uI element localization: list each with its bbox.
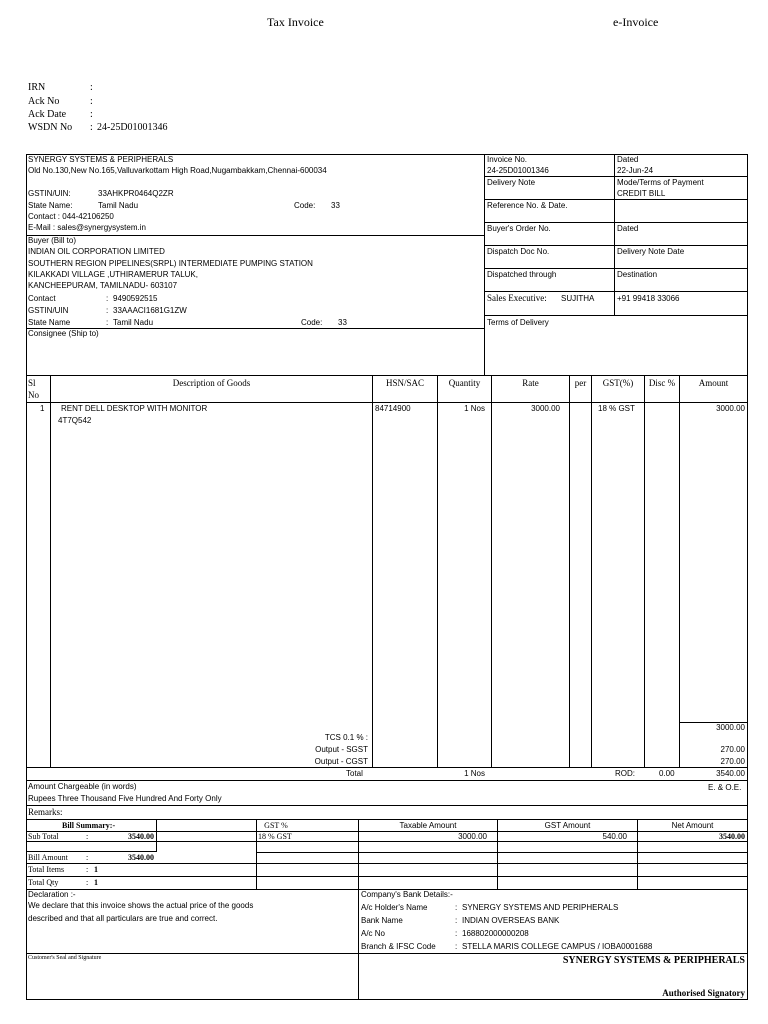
einvoice-label: e-Invoice [613, 15, 659, 29]
outer-right [747, 154, 748, 1000]
reference-label: Reference No. & Date. [487, 201, 568, 210]
sub-total-colon: : [86, 832, 89, 841]
dispatch-doc-label: Dispatch Doc No. [487, 247, 550, 256]
col-line [372, 375, 373, 768]
wsdn-sep: : [90, 122, 93, 133]
buyer-gstin-label: GSTIN/UIN [28, 306, 69, 315]
header-gst: GST(%) [602, 378, 634, 388]
sub-total-value: 3540.00 [128, 832, 154, 841]
wsdn-label: WSDN No [28, 122, 73, 133]
ack-date-label: Ack Date [28, 109, 67, 120]
bank-branch-colon: : [455, 942, 458, 951]
declaration-line2: described and that all particulars are true and correct. [28, 914, 218, 923]
seller-code: 33 [331, 201, 340, 210]
total-items-colon: : [86, 865, 89, 874]
bank-acno: 168802000000208 [462, 929, 529, 938]
gst-line [26, 876, 748, 877]
ack-no-sep: : [90, 96, 93, 107]
item-rate: 3000.00 [531, 404, 560, 413]
dated-label: Dated [617, 155, 639, 164]
eoe-label: E. & O.E. [708, 783, 742, 792]
rod-label: ROD: [615, 769, 635, 778]
total-qty-colon: : [86, 878, 89, 887]
col-line [591, 375, 592, 768]
customer-seal-label: Customer's Seal and Signature [28, 955, 102, 961]
items-total-top [26, 767, 748, 768]
words-label: Amount Chargeable (in words) [28, 782, 137, 791]
buyer-line1: SOUTHERN REGION PIPELINES(SRPL) INTERMEDIATE PUMPING STATION [28, 259, 313, 268]
remarks-bottom [26, 819, 748, 820]
buyer-code: 33 [338, 318, 347, 327]
buyers-order-label: Buyer's Order No. [487, 224, 551, 233]
declaration-line1: We declare that this invoice shows the actual price of the goods [28, 901, 254, 910]
destination-label: Destination [617, 270, 658, 279]
items-top [26, 375, 748, 376]
total-qty-value: 1 [94, 878, 98, 887]
dispatched-through-label: Dispatched through [487, 270, 557, 279]
seller-code-label: Code: [294, 201, 316, 210]
meta-line [484, 315, 748, 316]
header-desc: Description of Goods [172, 378, 251, 388]
bank-name-colon: : [455, 916, 458, 925]
cgst-label: Output - CGST [314, 757, 368, 766]
gst-row-gst: 18 % GST [258, 832, 292, 841]
bank-holder-label: A/c Holder's Name [361, 903, 428, 912]
remarks-label: Remarks: [28, 807, 63, 817]
invoice-no: 24-25D01001346 [487, 166, 549, 175]
total-label: Total [346, 769, 363, 778]
irn-sep: : [90, 82, 93, 93]
bill-summary-heading: Bill Summary:- [62, 821, 116, 830]
col-line [679, 375, 680, 768]
outer-bottom [26, 999, 748, 1000]
item-desc: RENT DELL DESKTOP WITH MONITOR [61, 404, 208, 413]
col-line [644, 375, 645, 768]
buyer-line3: KANCHEEPURAM, TAMILNADU- 603107 [28, 281, 178, 290]
item-qty: 1 Nos [464, 404, 485, 413]
sales-exec-label: Sales Executive: [487, 293, 547, 303]
gst-header-taxable: Taxable Amount [399, 821, 457, 830]
bill-amount-label: Bill Amount [28, 853, 68, 862]
gst-row-net: 3540.00 [719, 832, 745, 841]
buyer-code-label: Code: [301, 318, 323, 327]
buyer-name: INDIAN OIL CORPORATION LIMITED [28, 247, 165, 256]
total-items-label: Total Items [28, 865, 65, 874]
irn-label: IRN [28, 82, 46, 93]
bank-branch: STELLA MARIS COLLEGE CAMPUS / IOBA0001688 [462, 942, 653, 951]
col-line [437, 375, 438, 768]
rod-value: 0.00 [659, 769, 675, 778]
seller-bottom [26, 235, 485, 236]
total-qty-label: Total Qty [28, 878, 59, 887]
page-title: Tax Invoice [267, 15, 324, 29]
delivery-note-label: Delivery Note [487, 178, 536, 187]
col-line [491, 375, 492, 768]
seller-email: E-Mail : sales@synergysystem.in [28, 223, 146, 232]
total-items-value: 1 [94, 865, 98, 874]
bank-name: INDIAN OVERSEAS BANK [462, 916, 560, 925]
bank-branch-label: Branch & IFSC Code [361, 942, 436, 951]
meta-split [484, 154, 485, 375]
gst-header-net: Net Amount [671, 821, 714, 830]
header-per: per [574, 378, 587, 388]
gst-line [256, 852, 748, 853]
company-signature-name: SYNERGY SYSTEMS & PERIPHERALS [562, 955, 745, 966]
wsdn-value: 24-25D01001346 [97, 122, 168, 133]
mode-label: Mode/Terms of Payment [617, 178, 704, 187]
mode-value: CREDIT BILL [617, 189, 666, 198]
buyer-gstin-colon: : [106, 306, 109, 315]
header-no: No [28, 390, 39, 400]
consignee-heading: Consignee (Ship to) [28, 329, 99, 338]
sgst-amount: 270.00 [720, 745, 745, 754]
gst-row-taxable: 3000.00 [458, 832, 487, 841]
sales-exec-phone: +91 99418 33066 [617, 294, 680, 303]
seller-gstin-label: GSTIN/UIN: [28, 189, 71, 198]
items-total-bottom [26, 780, 748, 781]
gst-line [26, 863, 748, 864]
summary-split [156, 819, 157, 852]
gst-col [358, 819, 359, 1000]
declaration-label: Declaration :- [28, 890, 76, 899]
sub-total-underline [26, 851, 157, 852]
total-amount: 3540.00 [716, 769, 745, 778]
tcs-label: TCS 0.1 % : [324, 733, 368, 742]
authorised-signatory: Authorised Signatory [662, 988, 745, 998]
buyer-state-label: State Name [28, 318, 71, 327]
meta-line [484, 268, 748, 269]
invoice-no-label: Invoice No. [487, 155, 528, 164]
bank-acno-label: A/c No [361, 929, 386, 938]
bank-holder-colon: : [455, 903, 458, 912]
seller-state-label: State Name: [28, 201, 73, 210]
buyers-order-dated-label: Dated [617, 224, 639, 233]
buyer-state-colon: : [106, 318, 109, 327]
buyer-contact-label: Contact [28, 294, 56, 303]
gst-row-amount: 540.00 [602, 832, 627, 841]
meta-line [484, 222, 748, 223]
cgst-amount: 270.00 [720, 757, 745, 766]
terms-label: Terms of Delivery [487, 318, 549, 327]
items-subtotal: 3000.00 [716, 723, 745, 732]
bill-amount-colon: : [86, 853, 89, 862]
buyer-line2: KILAKKADI VILLAGE ,UTHIRAMERUR TALUK, [28, 270, 198, 279]
gst-header-gst: GST % [264, 821, 288, 830]
signature-top [26, 953, 748, 954]
buyer-gstin: 33AAACI1681G1ZW [113, 306, 187, 315]
seller-contact: Contact : 044-42106250 [28, 212, 114, 221]
seller-state: Tamil Nadu [98, 201, 139, 210]
col-line [569, 375, 570, 768]
ack-no-label: Ack No [28, 96, 60, 107]
header-rate: Rate [522, 378, 539, 388]
seller-address: Old No.130,New No.165,Valluvarkottam High Road,Nugambakkam,Chennai-600034 [28, 166, 327, 175]
buyer-contact: 9490592515 [113, 294, 158, 303]
items-header-bottom [26, 402, 748, 403]
bank-holder: SYNERGY SYSTEMS AND PERIPHERALS [462, 903, 619, 912]
header-amount: Amount [698, 378, 729, 388]
item-amount: 3000.00 [716, 404, 745, 413]
delivery-note-date-label: Delivery Note Date [617, 247, 685, 256]
header-sl: Sl [28, 378, 36, 388]
buyer-heading: Buyer (Bill to) [28, 236, 77, 245]
meta-line [484, 199, 748, 200]
item-hsn: 84714900 [375, 404, 411, 413]
meta-line [484, 176, 748, 177]
seller-name: SYNERGY SYSTEMS & PERIPHERALS [28, 155, 174, 164]
sales-exec-name: SUJITHA [561, 294, 595, 303]
sgst-label: Output - SGST [315, 745, 368, 754]
header-disc: Disc % [648, 378, 676, 388]
dated-value: 22-Jun-24 [617, 166, 654, 175]
header-qty: Quantity [448, 378, 481, 388]
buyer-state: Tamil Nadu [113, 318, 154, 327]
words-value: Rupees Three Thousand Five Hundred And Forty Only [28, 794, 222, 803]
bank-heading: Company's Bank Details:- [361, 890, 453, 899]
item-desc2: 4T7Q542 [58, 416, 92, 425]
bank-acno-colon: : [455, 929, 458, 938]
header-hsn: HSN/SAC [385, 378, 424, 388]
col-line [50, 375, 51, 768]
words-bottom [26, 805, 748, 806]
meta-line [484, 245, 748, 246]
item-sl: 1 [40, 404, 45, 413]
item-gst: 18 % GST [598, 404, 635, 413]
sub-total-label: Sub Total [28, 832, 59, 841]
outer-left [26, 154, 27, 1000]
buyer-contact-colon: : [106, 294, 109, 303]
bank-name-label: Bank Name [361, 916, 403, 925]
ack-date-sep: : [90, 109, 93, 120]
seller-gstin: 33AHKPR0464Q2ZR [98, 189, 174, 198]
meta-line [484, 291, 748, 292]
total-qty: 1 Nos [464, 769, 485, 778]
gst-header-amount: GST Amount [544, 821, 591, 830]
bill-amount-value: 3540.00 [128, 853, 154, 862]
